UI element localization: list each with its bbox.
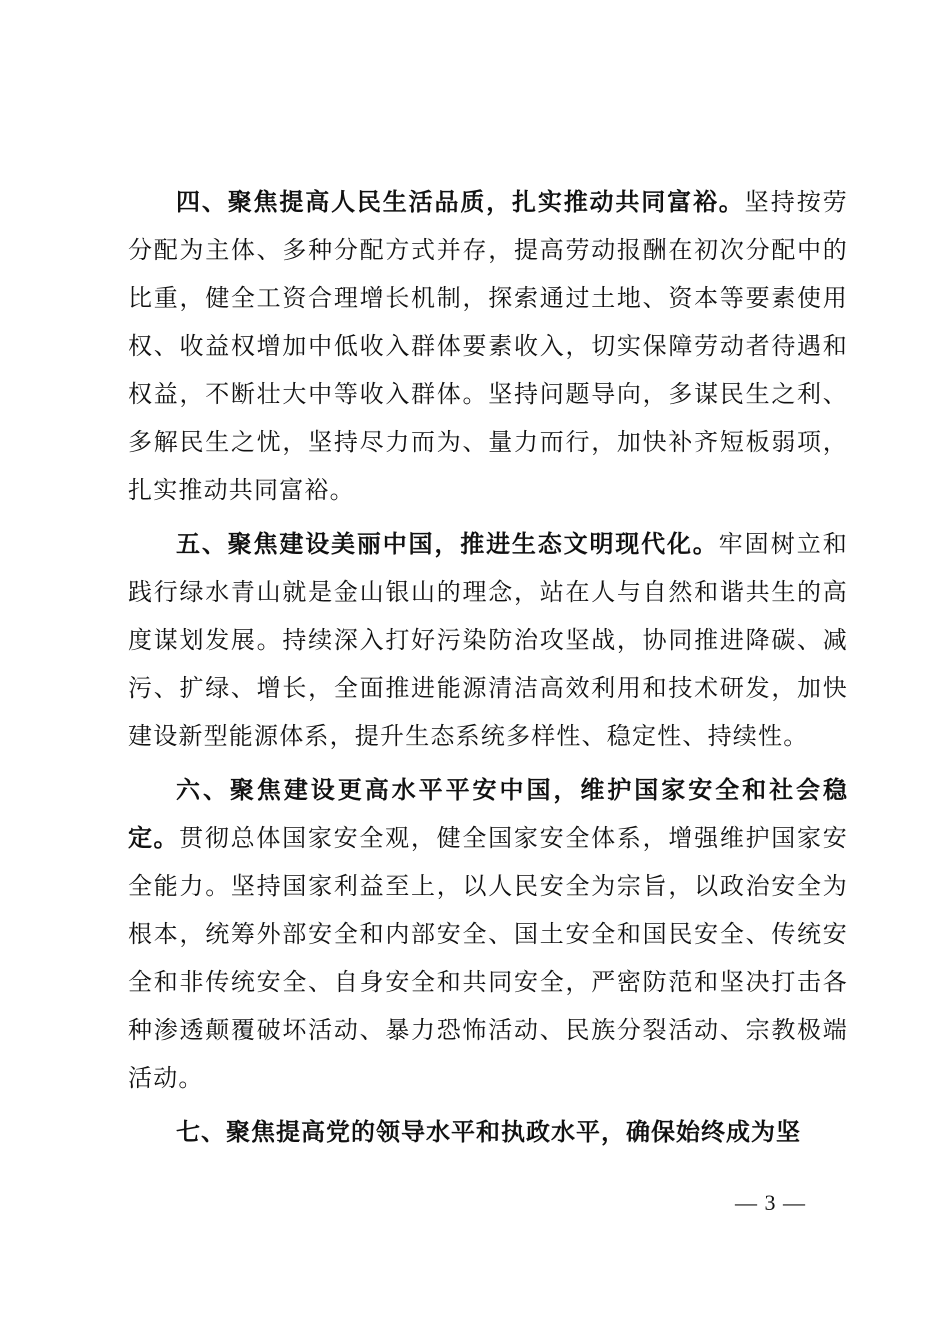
paragraph-section-5 — [128, 520, 848, 760]
paragraph-section-4 — [128, 178, 848, 514]
section-4-heading: 四、聚焦提高人民生活品质，扎实推动共同富裕。 — [176, 188, 745, 216]
paragraph-section-7 — [128, 1108, 848, 1156]
section-6-text: 贯彻总体国家安全观，健全国家安全体系，增强维护国家安全能力。坚持国家利益至上，以人民安全为宗旨，以政治安全为根本，统筹外部安全和内部安全、国土安全和国民安全、传统安全和非传统安全、自身安全和共同安全，严密防范和坚决打击各种渗透颠覆破坏活动、暴力恐怖活动、民族分裂活动、宗教极端活动。 — [128, 824, 849, 1092]
page-number: — 3 — — [735, 1190, 806, 1215]
section-6-heading: 六、聚焦建设更高水平平安中国，维护国家安全和社会稳定。 — [128, 776, 848, 852]
section-5-heading: 五、聚焦建设美丽中国，推进生态文明现代化。 — [176, 530, 719, 558]
section-7-heading: 七、聚焦提高党的领导水平和执政水平，确保始终成为坚 — [176, 1118, 801, 1146]
section-4-text: 坚持按劳分配为主体、多种分配方式并存，提高劳动报酬在初次分配中的比重，健全工资合理增长机制，探索通过土地、资本等要素使用权、收益权增加中低收入群体要素收入，切实保障劳动者待遇和权益，不断壮大中等收入群体。坚持问题导向，多谋民生之利、多解民生之忧，坚持尽力而为、量力而行，加快补齐短板弱项，扎实推动共同富裕。 — [128, 188, 848, 504]
section-5-text: 牢固树立和践行绿水青山就是金山银山的理念，站在人与自然和谐共生的高度谋划发展。持续深入打好污染防治攻坚战，协同推进降碳、减污、扩绿、增长，全面推进能源清洁高效利用和技术研发，加快建设新型能源体系，提升生态系统多样性、稳定性、持续性。 — [128, 530, 849, 750]
document-body — [128, 178, 848, 1156]
paragraph-section-6 — [128, 766, 848, 1102]
